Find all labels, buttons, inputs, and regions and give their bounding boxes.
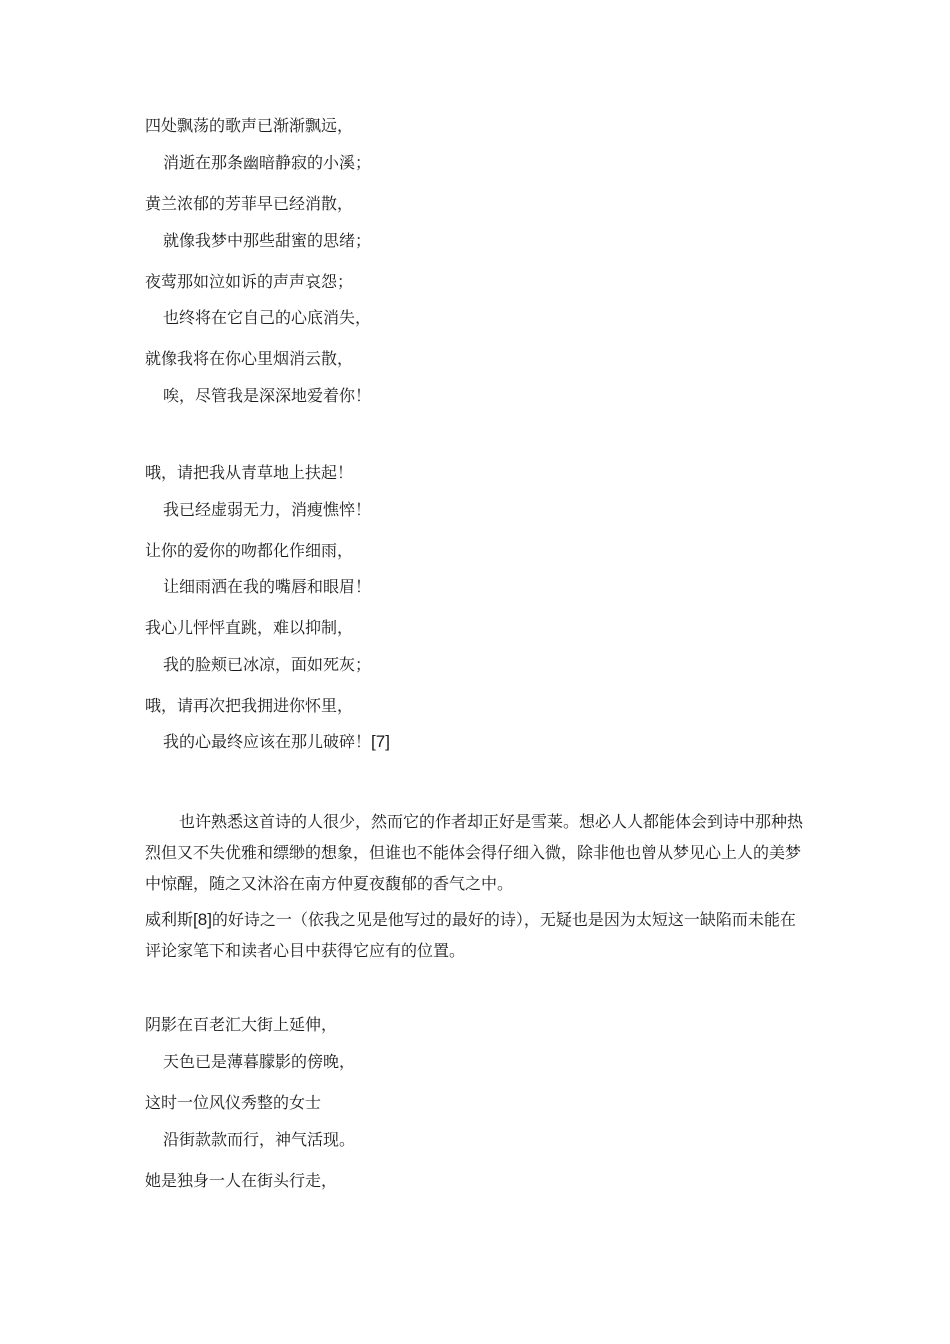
poem1-line-4: 就像我梦中那些甜蜜的思绪； <box>163 231 372 250</box>
poem1-line-3: 黄兰浓郁的芳菲早已经消散， <box>145 194 354 213</box>
poem2-line-3: 这时一位风仪秀整的女士 <box>145 1093 322 1112</box>
prose-paragraph-2-text-b: 的好诗之一（依我之见是他写过的最好的诗），无疑也是因为太短这一缺陷而未能在评论家笔下和读者心目中获得它应有的位置。 <box>145 910 796 960</box>
poem1-line-7: 就像我将在你心里烟消云散， <box>145 349 354 368</box>
poem1-line-10: 我已经虚弱无力，消瘦憔悴！ <box>163 500 372 519</box>
poem1-line-12: 让细雨洒在我的嘴唇和眼眉！ <box>163 577 372 596</box>
poem1-line-11: 让你的爱你的吻都化作细雨， <box>145 541 354 560</box>
poem2-line-4: 沿街款款而行，神气活现。 <box>163 1130 356 1149</box>
poem1-line-15: 哦，请再次把我拥进你怀里， <box>145 696 354 715</box>
poem1-line-5: 夜莺那如泣如诉的声声哀怨； <box>145 272 354 291</box>
poem1-line-8: 唉，尽管我是深深地爱着你！ <box>163 386 372 405</box>
poem1-line-9: 哦，请把我从青草地上扶起！ <box>145 463 354 482</box>
poem2-line-5: 她是独身一人在街头行走， <box>145 1171 338 1190</box>
poem2-line-1: 阴影在百老汇大街上延伸， <box>145 1015 338 1034</box>
prose-paragraph-2 <box>145 904 805 966</box>
poem1-line-2: 消逝在那条幽暗静寂的小溪； <box>163 153 372 172</box>
footnote-ref-7[interactable]: [7] <box>371 732 390 751</box>
poem1-line-13: 我心儿怦怦直跳，难以抑制， <box>145 618 354 637</box>
poem1-line-16 <box>163 732 390 752</box>
poem1-line-16-text: 我的心最终应该在那儿破碎！ <box>163 732 372 751</box>
prose-paragraph-2-text-a: 威利斯 <box>145 910 194 929</box>
poem1-line-14: 我的脸颊已冰凉，面如死灰； <box>163 655 372 674</box>
poem2-line-2: 天色已是薄暮朦影的傍晚， <box>163 1052 356 1071</box>
poem1-line-6: 也终将在它自己的心底消失， <box>163 308 372 327</box>
footnote-ref-8[interactable]: [8] <box>193 910 212 929</box>
poem1-line-1: 四处飘荡的歌声已渐渐飘远， <box>145 116 354 135</box>
prose-paragraph-1-text: 也许熟悉这首诗的人很少，然而它的作者却正好是雪莱。想必人人都能体会到诗中那种热烈但又不失优雅和缥缈的想象，但谁也不能体会得仔细入微，除非他也曾从梦见心上人的美梦中惊醒，随之又沐浴在南方仲夏夜馥郁的香气之中。 <box>145 812 804 893</box>
prose-paragraph-1 <box>145 806 805 899</box>
